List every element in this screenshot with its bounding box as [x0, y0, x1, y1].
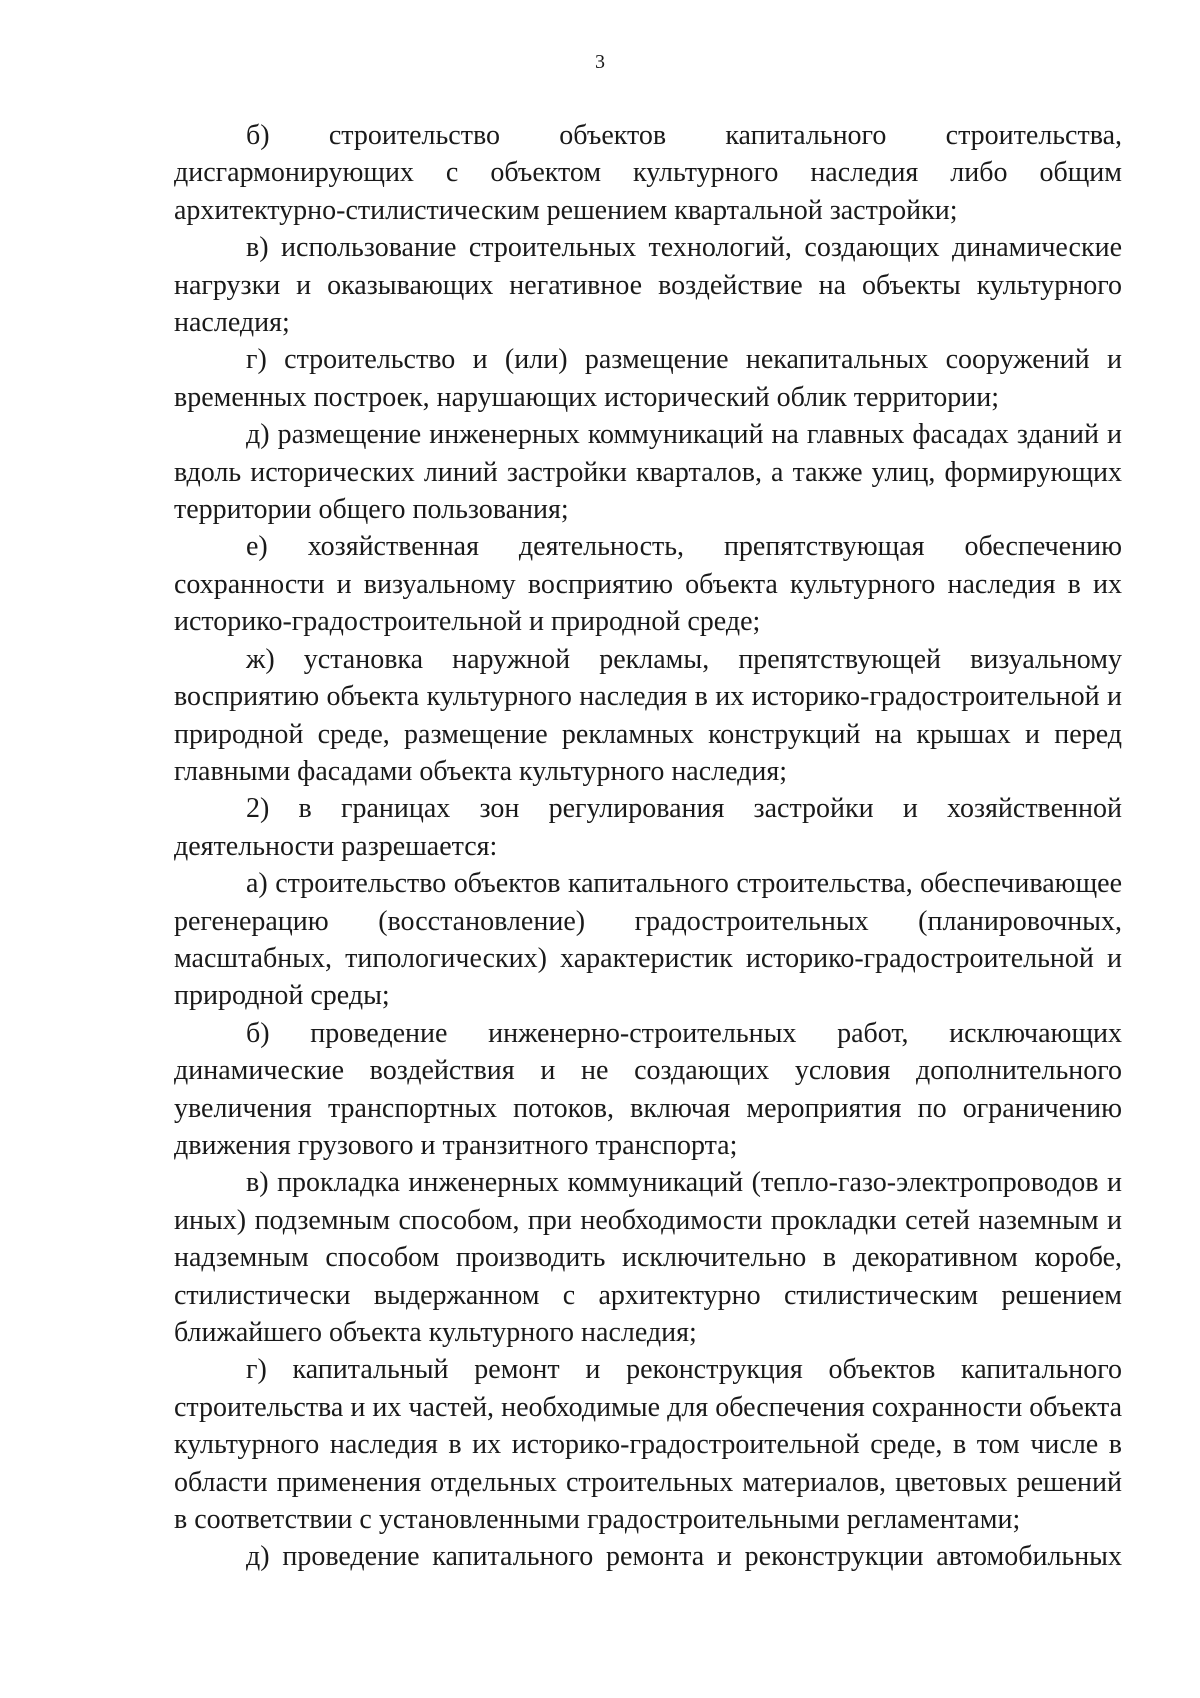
- paragraph-v-allowed: в) прокладка инженерных коммуникаций (тепло-газо-электропроводов и иных) подземным способом, при необходимости прокладки сетей наземным и надземным способом производить исключительно в декоративном коробе, стилистически выдержанном с архитектурно стилистическим решением ближайшего объекта культурного наследия;: [174, 1167, 1122, 1348]
- paragraph-e-prohibited: е) хозяйственная деятельность, препятствующая обеспечению сохранности и визуальному восприятию объекта культурного наследия в их историко-градостроительной и природной среде;: [174, 531, 1122, 638]
- paragraph-v-prohibited: в) использование строительных технологий, создающих динамические нагрузки и оказывающих негативное воздействие на объекты культурного наследия;: [174, 232, 1122, 339]
- paragraph-d-allowed: д) проведение капитального ремонта и реконструкции автомобильных: [246, 1541, 1122, 1573]
- paragraph-a-allowed: а) строительство объектов капитального строительства, обеспечивающее регенерацию (восстановление) градостроительных (планировочных, масштабных, типологических) характеристик историко-градостроительной и природной среды;: [174, 868, 1122, 1012]
- page-number: 3: [595, 51, 605, 73]
- paragraph-zh-prohibited: ж) установка наружной рекламы, препятствующей визуальному восприятию объекта культурного наследия в их историко-градостроительной и природной среде, размещение рекламных конструкций на крышах и перед главными фасадами объекта культурного наследия;: [174, 643, 1122, 787]
- paragraph-2-allowed-heading: 2) в границах зон регулирования застройки и хозяйственной деятельности разрешается:: [174, 793, 1122, 862]
- paragraph-g-prohibited: г) строительство и (или) размещение некапитальных сооружений и временных построек, нарушающих исторический облик территории;: [174, 344, 1122, 413]
- paragraph-d-prohibited: д) размещение инженерных коммуникаций на главных фасадах зданий и вдоль исторических линий застройки кварталов, а также улиц, формирующих территории общего пользования;: [174, 419, 1122, 526]
- paragraph-g-allowed: г) капитальный ремонт и реконструкция объектов капитального строительства и их частей, необходимые для обеспечения сохранности объекта культурного наследия в их историко-градостроительной среде, в том числе в области применения отдельных строительных материалов, цветовых решений в соответствии с установленными градостроительными регламентами;: [174, 1354, 1122, 1536]
- paragraph-b-prohibited: б) строительство объектов капитального строительства, дисгармонирующих с объектом культурного наследия либо общим архитектурно-стилистическим решением квартальной застройки;: [174, 120, 1122, 226]
- document-body: [174, 117, 1122, 1576]
- paragraph-b-allowed: б) проведение инженерно-строительных работ, исключающих динамические воздействия и не создающих условия дополнительного увеличения транспортных потоков, включая мероприятия по ограничению движения грузового и транзитного транспорта;: [174, 1017, 1122, 1161]
